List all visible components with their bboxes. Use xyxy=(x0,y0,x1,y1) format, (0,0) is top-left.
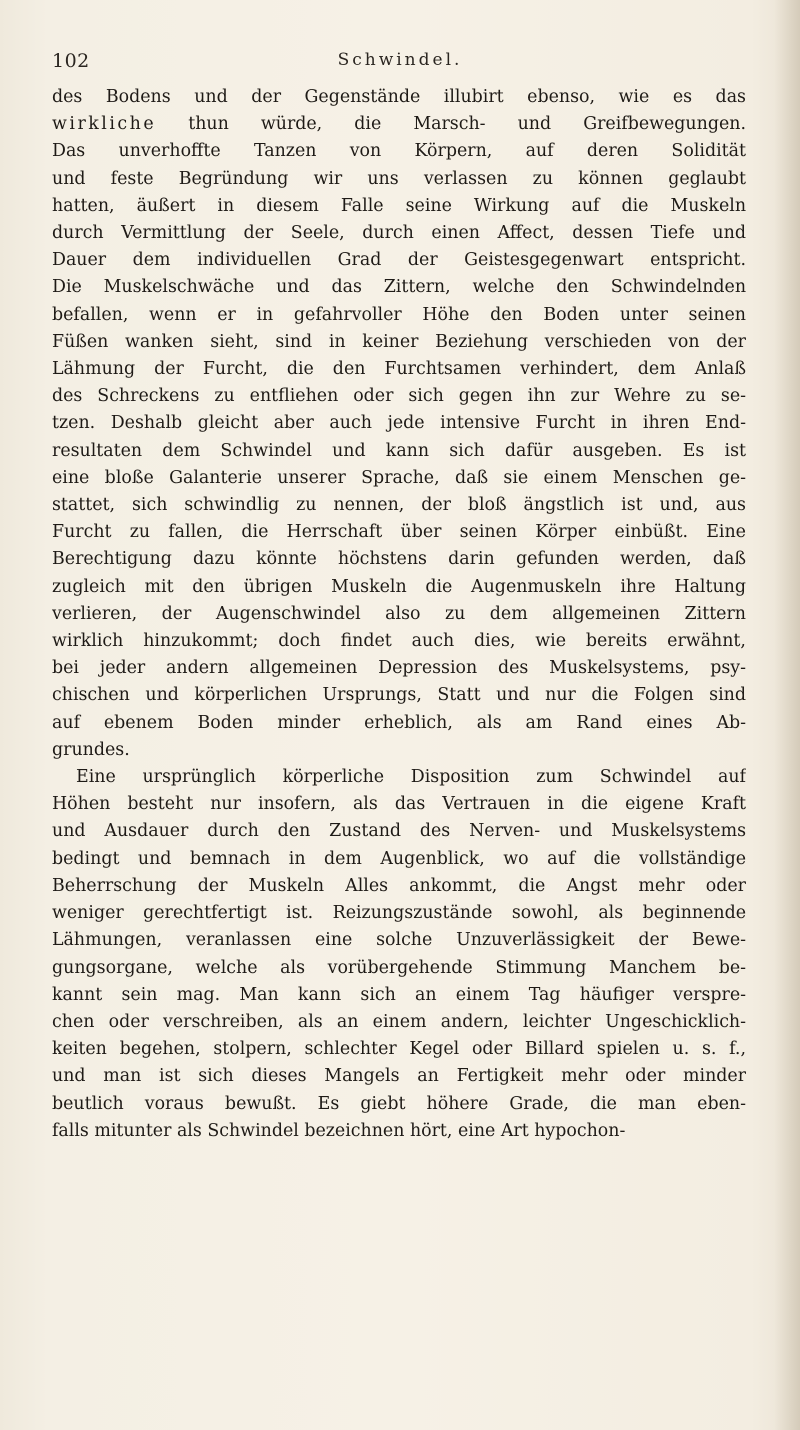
text-line: Berechtigung dazu könnte höchstens darin gefunden werden, daß xyxy=(52,549,746,570)
text-line: des Bodens und der Gegenstände illubirt ebenso, wie es das xyxy=(52,87,746,107)
text-line: stattet, sich schwindlig zu nennen, der bloß ängstlich ist und, aus xyxy=(52,495,746,516)
text-line: gungsorgane, welche als vorübergehende Stimmung Manchem be- xyxy=(52,957,746,978)
text-line: eine bloße Galanterie unserer Sprache, daß sie einem Menschen ge- xyxy=(52,467,746,488)
page-header xyxy=(52,50,748,80)
text-line: falls mitunter als Schwindel bezeichnen hört, eine Art hypochon- xyxy=(52,1120,626,1141)
text-line: Lähmung der Furcht, die den Furchtsamen verhindert, dem Anlaß xyxy=(52,359,746,380)
page-number: 102 xyxy=(52,50,90,72)
text-line: durch Vermittlung der Seele, durch einen Affect, dessen Tiefe und xyxy=(52,223,746,244)
text-line: befallen, wenn er in gefahrvoller Höhe den Boden unter seinen xyxy=(52,304,746,325)
text-line: Das unverhoffte Tanzen von Körpern, auf deren Solidität xyxy=(52,141,746,162)
text-line: chischen und körperlichen Ursprungs, Statt und nur die Folgen sind xyxy=(52,685,746,706)
text-line: und man ist sich dieses Mangels an Fertigkeit mehr oder minder xyxy=(52,1066,746,1087)
text-line: bei jeder andern allgemeinen Depression des Muskelsystems, psy- xyxy=(52,658,746,679)
text-line: Dauer dem individuellen Grad der Geistesgegenwart entspricht. xyxy=(52,250,746,271)
text-line: des Schreckens zu entfliehen oder sich gegen ihn zur Wehre zu se- xyxy=(52,386,746,407)
text-line: keiten begehen, stolpern, schlechter Kegel oder Billard spielen u. s. f., xyxy=(52,1039,746,1060)
running-head: Schwindel. xyxy=(337,50,463,70)
text-line: weniger gerechtfertigt ist. Reizungszustände sowohl, als beginnende xyxy=(52,903,746,924)
text-line: auf ebenem Boden minder erheblich, als am Rand eines Ab- xyxy=(52,712,746,733)
text-line: Furcht zu fallen, die Herrschaft über seinen Körper einbüßt. Eine xyxy=(52,522,746,543)
text-line: kannt sein mag. Man kann sich an einem Tag häufiger verspre- xyxy=(52,984,746,1005)
text-line: bedingt und bemnach in dem Augenblick, wo auf die vollständige xyxy=(52,848,746,869)
text-line: tzen. Deshalb gleicht aber auch jede intensive Furcht in ihren End- xyxy=(52,413,746,434)
text-line: chen oder verschreiben, als an einem andern, leichter Ungeschicklich- xyxy=(52,1011,746,1032)
text-line: Füßen wanken sieht, sind in keiner Beziehung verschieden von der xyxy=(52,331,746,352)
text-line: hatten, äußert in diesem Falle seine Wirkung auf die Muskeln xyxy=(52,195,746,216)
paragraph-1 xyxy=(52,84,746,764)
text-line: verlieren, der Augenschwindel also zu dem allgemeinen Zittern xyxy=(52,603,746,624)
text-line: und feste Begründung wir uns verlassen zu können geglaubt xyxy=(52,168,746,189)
text-line: zugleich mit den übrigen Muskeln die Augenmuskeln ihre Haltung xyxy=(52,576,746,597)
text-line: resultaten dem Schwindel und kann sich dafür ausgeben. Es ist xyxy=(52,440,746,461)
text-line: Die Muskelschwäche und das Zittern, welche den Schwindelnden xyxy=(52,277,746,298)
text-line: Lähmungen, veranlassen eine solche Unzuverlässigkeit der Bewe- xyxy=(52,930,746,951)
text-line: beutlich voraus bewußt. Es giebt höhere Grade, die man eben- xyxy=(52,1093,746,1114)
body-text xyxy=(52,84,746,1145)
paragraph-2 xyxy=(52,764,746,1145)
text-line: und Ausdauer durch den Zustand des Nerven- und Muskelsystems xyxy=(52,821,746,842)
text-line: Beherrschung der Muskeln Alles ankommt, die Angst mehr oder xyxy=(52,875,746,896)
text-line: Höhen besteht nur insofern, als das Vertrauen in die eigene Kraft xyxy=(52,794,746,815)
text-line: grundes. xyxy=(52,739,130,760)
text-line: Eine ursprünglich körperliche Disposition zum Schwindel auf xyxy=(76,767,746,788)
text-line: wirklich hinzukommt; doch findet auch dies, wie bereits erwähnt, xyxy=(52,631,746,652)
emphasized-word: wirkliche xyxy=(52,114,157,135)
text-line: wirkliche thun würde, die Marsch- und Greifbewegungen. xyxy=(52,114,746,135)
